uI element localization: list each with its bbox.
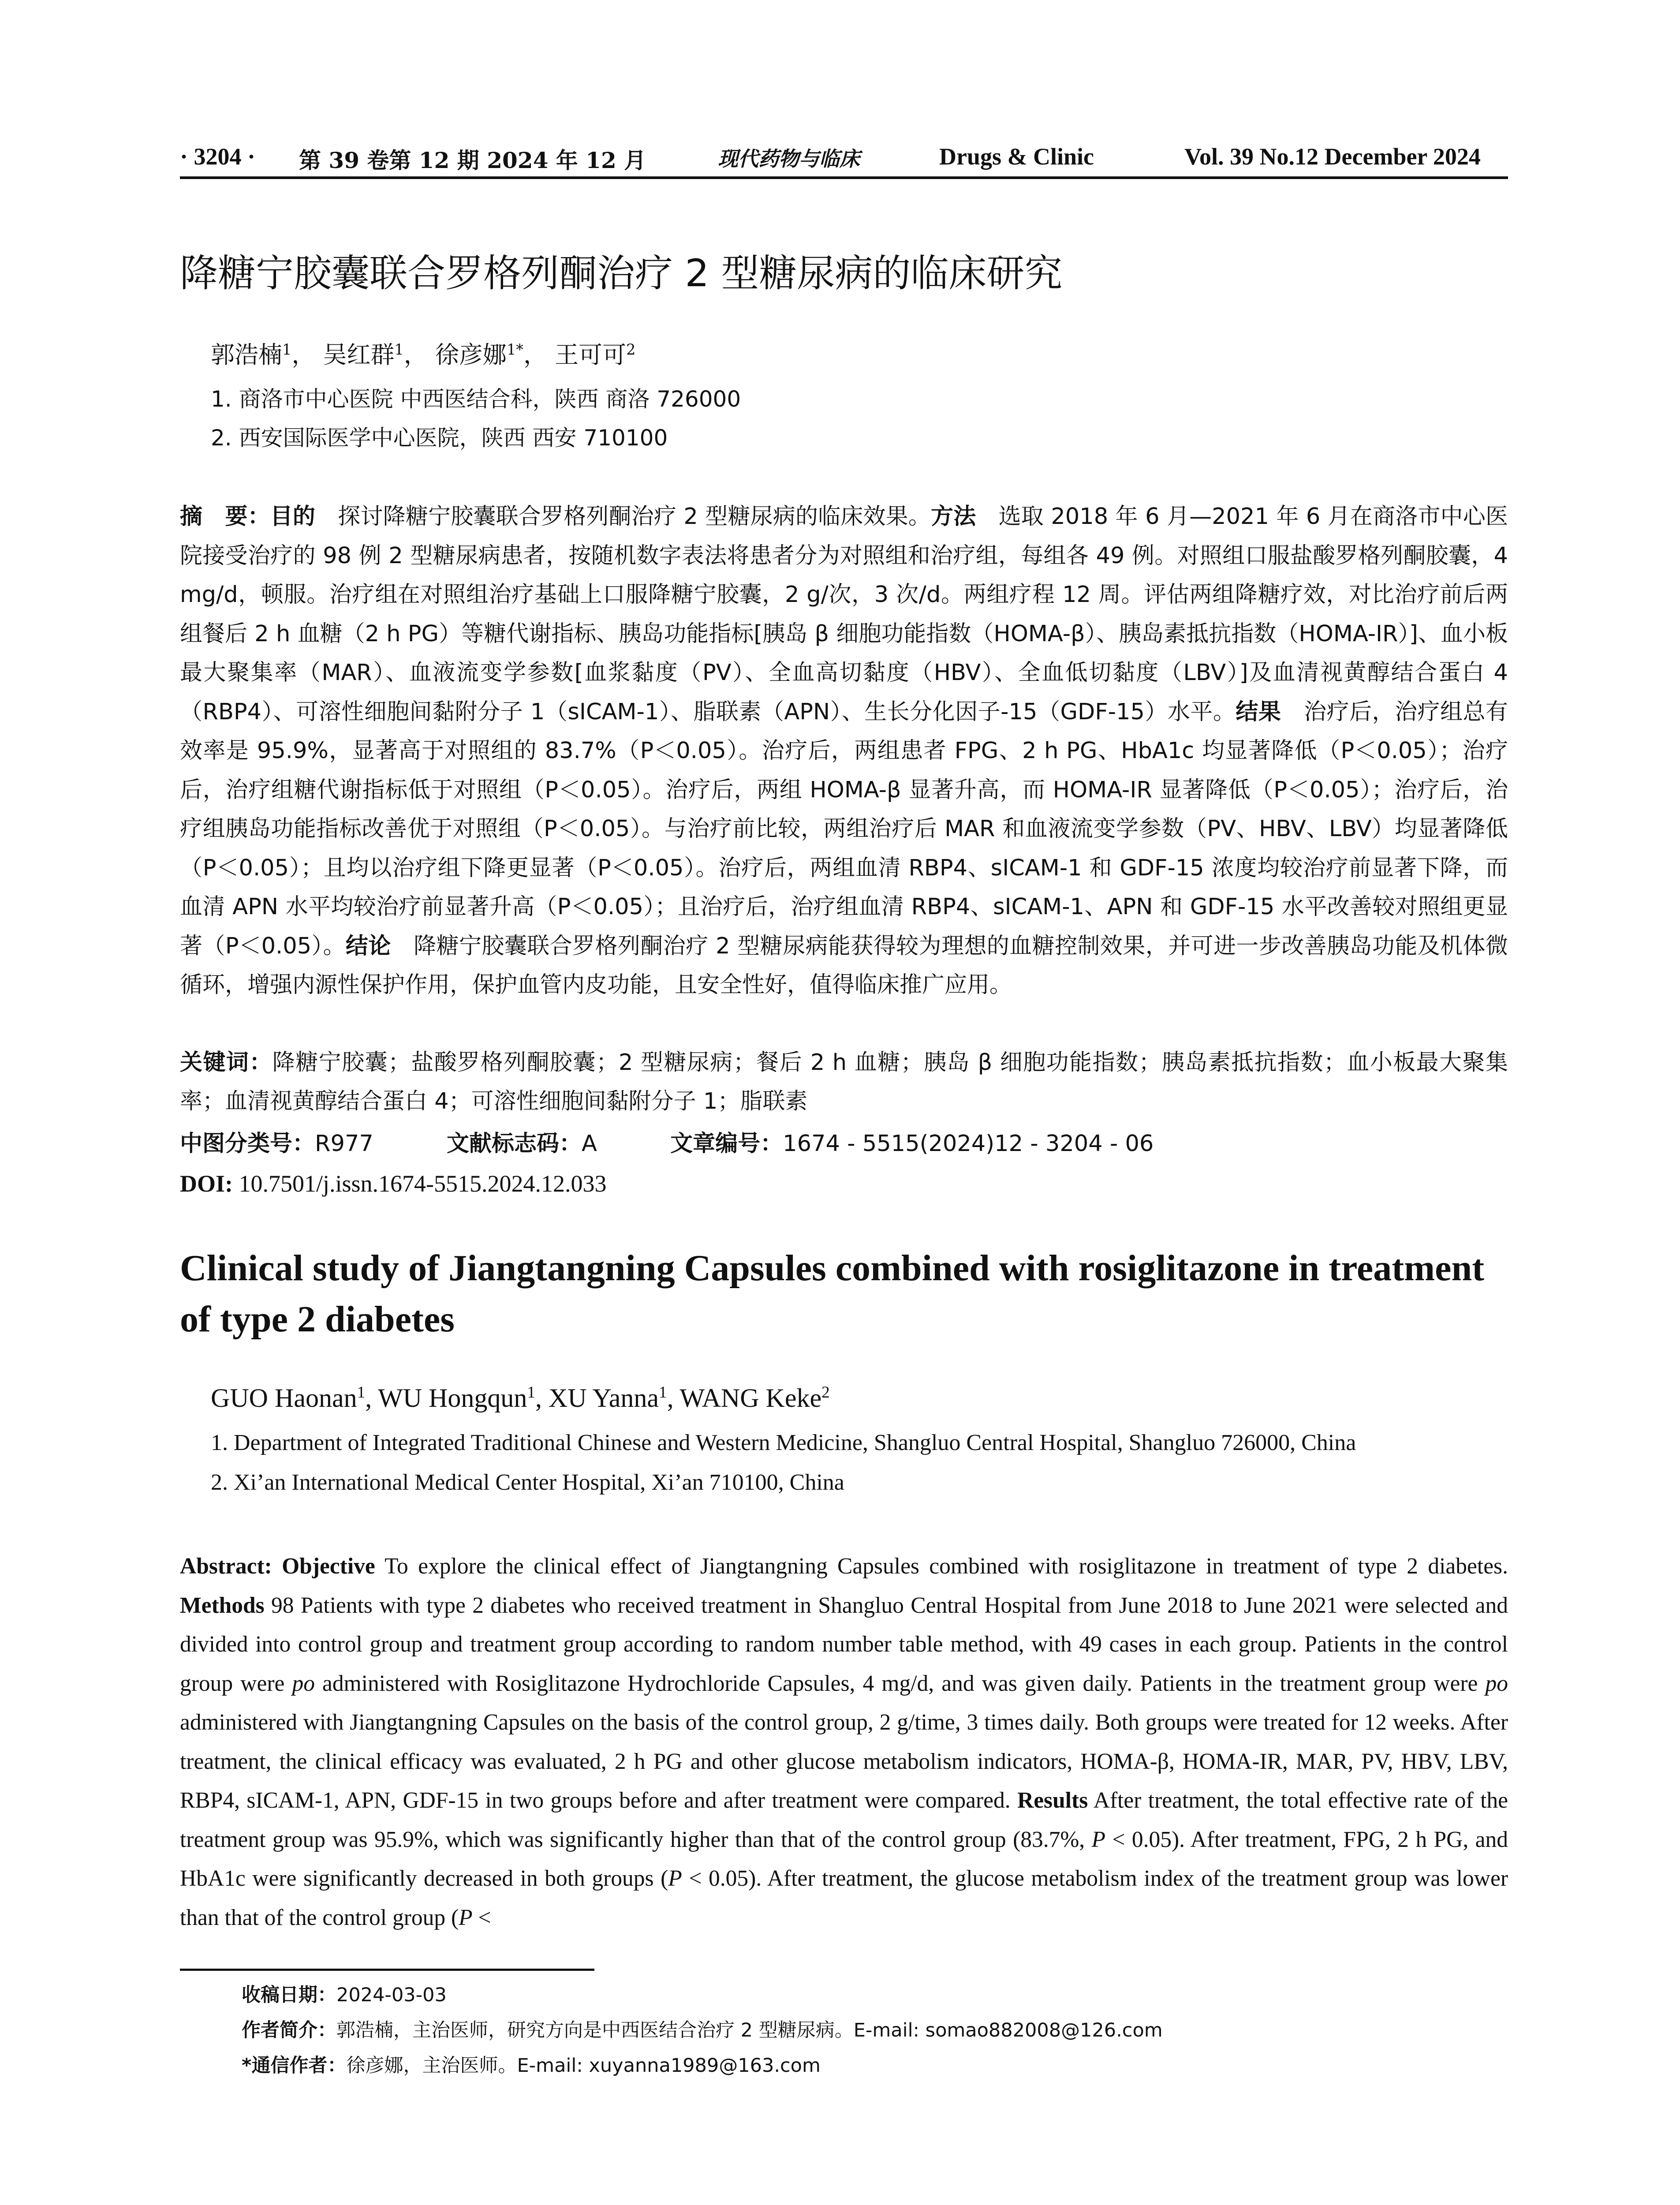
cn-author: 徐彦娜	[435, 341, 507, 369]
italic-po: po	[1485, 1671, 1508, 1696]
cn-abstract	[180, 497, 1508, 1005]
italic-po: po	[292, 1671, 315, 1696]
methods-text: 选取 2018 年 6 月—2021 年 6 月在商洛市中心医院接受治疗的 98 例 2 型糖尿病患者，按随机数字表法将患者分为对照组和治疗组，每组各 49 例。对照组口服盐酸罗格列酮胶囊，4 mg/d，顿服。治疗组在对照组治疗基础上口服降糖宁胶囊，2 g/次，3 次/d。两组疗程 12 周。评估两组降糖疗效，对比治疗前后两组餐后 2 h 血糖（2 h PG）等糖代谢指标、胰岛功能指标[胰岛 β 细胞功能指数（HOMA-β）、胰岛素抵抗指数（HOMA-IR）]、血小板最大聚集率（MAR）、血液流变学参数[血浆黏度（PV）、全血高切黏度（HBV）、全血低切黏度（LBV）]及血清视黄醇结合蛋白 4（RBP4）、可溶性细胞间黏附分子 1（sICAM-1）、脂联素（APN）、生长分化因子-15（GDF-15）水平。	[180, 504, 1508, 725]
results-text: After treatment, the total effective rate of the treatment group was 95.9%, which was significantly higher than that of the control group (83.7%,	[180, 1788, 1508, 1852]
objective-text: To explore the clinical effect of Jiangtangning Capsules combined with rosiglitazone in treatment of type 2 diabetes.	[375, 1554, 1508, 1579]
italic-p: P	[459, 1905, 473, 1930]
results-text: < 0.05). After treatment, the glucose metabolism index of the treatment group was lower than that of the control group (	[180, 1866, 1508, 1930]
cn-author: 吴红群	[323, 341, 395, 369]
cn-authors: 郭浩楠$^1$， 吴红群$^1$， 徐彦娜$^{1*}$， 王可可$^2$	[211, 341, 636, 369]
issue-en: Vol. 39 No.12 December 2024	[1184, 143, 1481, 170]
article-id: 文章编号：1674 - 5515(2024)12 - 3204 - 06	[670, 1131, 1154, 1157]
abstract-label: 摘 要：	[180, 504, 270, 530]
methods-text: administered with Jiangtangning Capsules on the basis of the control group, 2 g/time, 3 times daily. Both groups were treated for 12 weeks. After treatment, the clinical efficacy was evaluated, 2 h PG and other glucose metabolism indicators, HOMA-β, HOMA-IR, MAR, PV, HBV, LBV, RBP4, sICAM-1, APN, GDF-15 in two groups before and after treatment were compared.	[180, 1710, 1508, 1813]
results-text: 治疗后，治疗组总有效率是 95.9%，显著高于对照组的 83.7%（P＜0.05）。治疗后，两组患者 FPG、2 h PG、HbA1c 均显著降低（P＜0.05）；治疗后，治疗组糖代谢指标低于对照组（P＜0.05）。治疗后，两组 HOMA-β 显著升高，而 HOMA-IR 显著降低（P＜0.05）；治疗后，治疗组胰岛功能指标改善优于对照组（P＜0.05）。与治疗前比较，两组治疗后 MAR 和血液流变学参数（PV、HBV、LBV）均显著降低（P＜0.05）；且均以治疗组下降更显著（P＜0.05）。治疗后，两组血清 RBP4、sICAM-1 和 GDF-15 浓度均较治疗前显著下降，而血清 APN 水平均较治疗前显著升高（P＜0.05）；且治疗后，治疗组血清 RBP4、sICAM-1、APN 和 GDF-15 水平改善较对照组更显著（P＜0.05）。	[180, 699, 1508, 959]
aff-mark: 2	[821, 1383, 830, 1401]
cn-author: 王可可	[555, 341, 627, 369]
classification-line	[180, 1125, 1508, 1163]
methods-label: Methods	[180, 1592, 265, 1618]
en-author: WU Hongqun	[378, 1383, 527, 1413]
cn-author: 郭浩楠	[211, 341, 282, 369]
en-abstract	[180, 1547, 1508, 1937]
cn-affiliation: 1. 商洛市中心医院 中西医结合科，陕西 商洛 726000	[211, 386, 741, 412]
footnote-received: 收稿日期：2024-03-03	[242, 1984, 447, 2006]
keywords-label: 关键词：	[180, 1050, 273, 1076]
cn-affiliation: 2. 西安国际医学中心医院，陕西 西安 710100	[211, 425, 668, 451]
aff-mark: 1	[394, 341, 404, 358]
italic-p: P	[1091, 1827, 1106, 1852]
en-affiliation: 2. Xi’an International Medical Center Hospital, Xi’an 710100, China	[211, 1470, 844, 1495]
en-author: GUO Haonan	[211, 1383, 357, 1413]
journal-en: Drugs & Clinic	[939, 143, 1094, 170]
clc-number: 中图分类号：R977	[180, 1131, 373, 1157]
objective-text: 探讨降糖宁胶囊联合罗格列酮治疗 2 型糖尿病的临床效果。	[315, 504, 931, 530]
doi-label: DOI:	[180, 1170, 233, 1197]
footnote-author-bio: 作者简介：郭浩楠，主治医师，研究方向是中西医结合治疗 2 型糖尿病。E-mail: somao882008@126.com	[242, 2019, 1163, 2041]
keywords-text: 降糖宁胶囊；盐酸罗格列酮胶囊；2 型糖尿病；餐后 2 h 血糖；胰岛 β 细胞功能指数；胰岛素抵抗指数；血小板最大聚集率；血清视黄醇结合蛋白 4；可溶性细胞间黏附分子 1；脂联素	[180, 1050, 1508, 1114]
aff-mark: 2	[626, 341, 636, 358]
abstract-objective-label: Abstract: Objective	[180, 1554, 375, 1579]
cn-keywords	[180, 1043, 1508, 1121]
issue-cn: 第 39 卷第 12 期 2024 年 12 月	[299, 147, 646, 173]
methods-text: 98 Patients with type 2 diabetes who received treatment in Shangluo Central Hospital from June 2018 to June 2021 were selected and divided into control group and treatment group according to random number table method, with 49 cases in each group. Patients in the control group were	[180, 1592, 1508, 1696]
en-affiliation: 1. Department of Integrated Traditional Chinese and Western Medicine, Shangluo Central Hospital, Shangluo 726000, China	[211, 1430, 1356, 1455]
objective-label: 目的	[270, 504, 316, 530]
results-label: Results	[1017, 1788, 1088, 1813]
page-number: · 3204 ·	[180, 143, 256, 170]
aff-mark: 1*	[506, 341, 523, 358]
journal-cn: 现代药物与临床	[718, 147, 860, 171]
document-code: 文献标志码：A	[447, 1131, 597, 1157]
results-text: < 0.05). After treatment, FPG, 2 h PG, and HbA1c were significantly decreased in both groups (	[180, 1827, 1508, 1891]
aff-mark: 1	[282, 341, 292, 358]
cn-title: 降糖宁胶囊联合罗格列酮治疗 2 型糖尿病的临床研究	[180, 251, 1063, 295]
conclusion-label: 结论	[345, 933, 391, 959]
header-rule	[180, 176, 1508, 179]
running-header	[180, 140, 1508, 176]
conclusion-text: 降糖宁胶囊联合罗格列酮治疗 2 型糖尿病能获得较为理想的血糖控制效果，并可进一步改善胰岛功能及机体微循环，增强内源性保护作用，保护血管内皮功能，且安全性好，值得临床推广应用。	[180, 933, 1508, 998]
en-author: WANG Keke	[679, 1383, 822, 1413]
en-authors: GUO Haonan$^1$, WU Hongqun$^1$, XU Yanna$^1$, WANG Keke$^2$	[211, 1383, 830, 1413]
results-text: <	[472, 1905, 491, 1930]
methods-text: administered with Rosiglitazone Hydrochloride Capsules, 4 mg/d, and was given daily. Patients in the treatment group were	[314, 1671, 1486, 1696]
aff-mark: 1	[659, 1383, 667, 1401]
italic-p: P	[668, 1866, 682, 1891]
doi	[180, 1164, 607, 1203]
footnote-rule	[180, 1969, 594, 1971]
footnote-corresponding: *通信作者：徐彦娜，主治医师。E-mail: xuyanna1989@163.com	[242, 2055, 821, 2077]
doi-link[interactable]: 10.7501/j.issn.1674-5515.2024.12.033	[233, 1170, 607, 1197]
methods-label: 方法	[931, 504, 976, 530]
results-label: 结果	[1236, 699, 1281, 725]
en-title: Clinical study of Jiangtangning Capsules combined with rosiglitazone in treatment of type 2 diabetes	[180, 1248, 1485, 1340]
aff-mark: 1	[357, 1383, 366, 1401]
en-author: XU Yanna	[549, 1383, 659, 1413]
aff-mark: 1	[527, 1383, 535, 1401]
